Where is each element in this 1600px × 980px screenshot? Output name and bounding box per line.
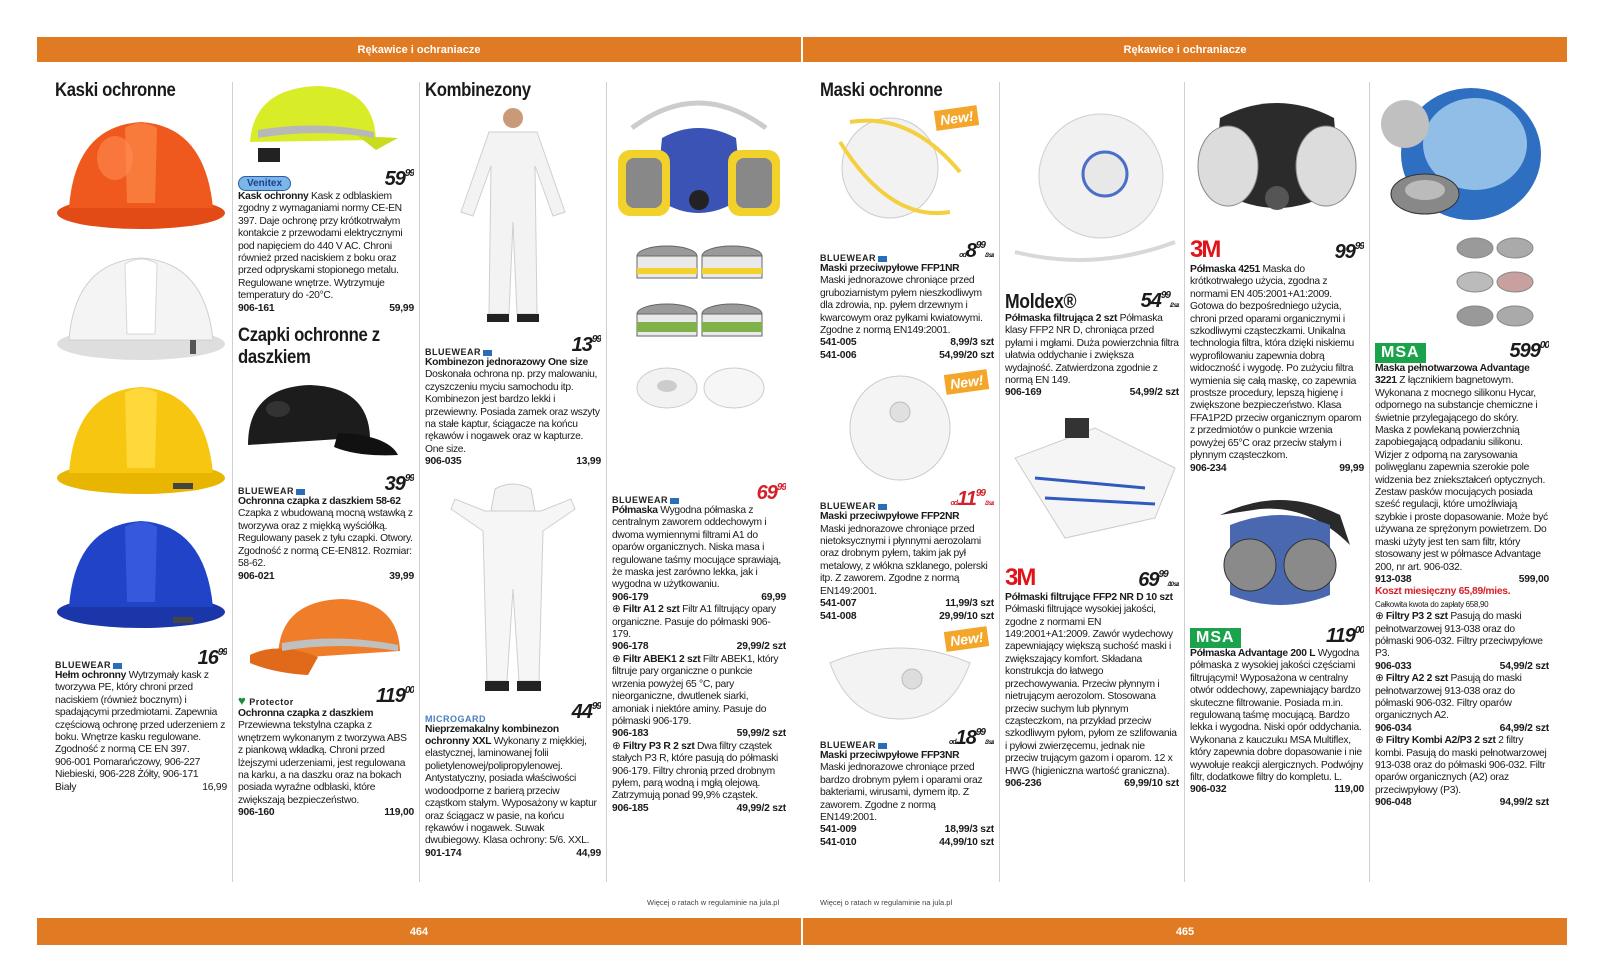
code-row-orange-cap: 906-160 119,00 xyxy=(238,807,414,819)
3m-4251-mask-image xyxy=(1190,88,1364,236)
new-badge: New! xyxy=(944,369,990,395)
column-filtering-masks xyxy=(1005,80,1179,890)
divider xyxy=(1184,82,1185,882)
brand-msa: MSA xyxy=(1190,628,1241,648)
product-desc-msa-200: Półmaska Advantage 200 L Wygodna półmaska z wysokiej jakości częściami filtrującymi! Wyposażona w centralny otwór oddechowy, zapewniający bardzo skuteczne filtrowanie. Posiada m.in. regulowaną taśmę mocującą. Bardzo lekka i wygodna. Niski opór oddychania. Wykonana z kauczuku MSA Multiflex, który zapewnia dobre dopasowanie i nie wywołuje reakcji alergicznych. Podwójny filtr, dodatkowe filtry do kompletu. L. xyxy=(1190,647,1364,783)
filters-set-image xyxy=(1375,234,1549,334)
variants-helmet: 906-001 Pomarańczowy, 906-227 Niebieski, 906-228 Żółty, 906-171 xyxy=(55,756,201,781)
brand-moldex: Moldex® xyxy=(1005,291,1077,313)
price-3m-ffp2: $69^{99}/10$ szt xyxy=(1138,568,1179,591)
code-row-filter-abek1: 906-183 59,99/2 szt xyxy=(612,728,786,740)
header-bar-left xyxy=(37,37,801,62)
header-title-left: Rękawice i ochraniacze xyxy=(357,43,481,56)
section-title-coveralls: Kombinezony xyxy=(425,80,531,101)
product-desc-half-mask: Półmaska Wygodna półmaska z centralnym zaworem oddechowym i dwoma wymiennymi filtrami A1 do oparów organicznych. Niska masa i regulowane taśmy mocujące sprawiają, że maska jest zarówno lekka, jak i wygodna w użytkowaniu. xyxy=(612,505,781,591)
code-row-full-face: 913-038 599,00 xyxy=(1375,573,1549,585)
waterproof-coverall-image xyxy=(425,479,601,701)
product-desc-filter-a1: ⊕ Filtr A1 2 szt Filtr A1 filtrujący opary organiczne. Pasuje do półmaski 906-179. xyxy=(612,604,776,641)
new-badge: New! xyxy=(934,105,980,131)
helmet-blue-image xyxy=(55,507,227,637)
filter-cartridges-image xyxy=(612,238,786,410)
brand-msa: MSA xyxy=(1375,343,1426,363)
price-waterproof-coverall: $44^{99}$ xyxy=(571,700,601,723)
plus-icon: ⊕ xyxy=(1375,673,1384,685)
price-half-mask: $69^{99}$ xyxy=(756,482,786,504)
new-badge: New! xyxy=(944,626,990,652)
price-full-face: $599^{00}$ xyxy=(1509,340,1549,362)
price-black-cap: $39^{99}$ xyxy=(384,473,414,496)
column-half-mask xyxy=(612,80,786,890)
helmet-yellow-image xyxy=(55,373,227,503)
disposable-coverall-image xyxy=(425,102,601,334)
footer-note-right: Więcej o ratach w regulaminie na jula.pl xyxy=(820,898,953,907)
column-caps xyxy=(238,80,414,890)
code-row-filter-kombi: 906-048 94,99/2 szt xyxy=(1375,797,1549,809)
price-ffp2: $od11^{99}/3$ szt xyxy=(950,488,994,511)
code-row-ffp2-b: 541-008 29,99/10 szt xyxy=(820,610,994,622)
product-desc-filter-a2: ⊕ Filtry A2 2 szt Pasują do maski pełnotwarzowej 913-038 oraz do półmaski 906-032. Filtry oparów organicznych A2. xyxy=(1375,673,1522,722)
brand-bluewear: BLUEWEAR xyxy=(55,660,122,670)
msa-advantage-200-image xyxy=(1190,485,1364,621)
header-bar-right xyxy=(803,37,1567,62)
brand-bluewear: BLUEWEAR xyxy=(238,486,305,496)
plus-icon: ⊕ xyxy=(612,604,621,616)
brand-venitex: Venitex xyxy=(238,176,291,191)
product-desc-filter-abek1: ⊕ Filtr ABEK1 2 szt Filtr ABEK1, który filtruje pary organiczne o punkcie wrzenia powyżej 65 °C, pary nieorganiczne, dwutlenek siarki, amoniak i niektóre aminy. Pasuje do półmaski 906-179. xyxy=(612,653,779,727)
plus-icon: ⊕ xyxy=(1375,735,1384,747)
total-cost: Całkowita kwota do zapłaty 658,90 xyxy=(1375,599,1489,609)
helmet-orange-image xyxy=(55,108,227,238)
product-desc-hi-vis-helmet: Kask ochronny Kask z odblaskiem zgodny z wymaganiami normy CE-EN 397. Daje ochronę przy krótkotrwałym kontakcie z przewodami elektrycznymi pod napięciem do 440 V AC. Chroni również przed naciskiem z boku oraz przed odpryskami stopionego metalu. Regulowane wnętrze. Wytrzymuje temperatury do -20°C. xyxy=(238,191,403,302)
plus-icon: ⊕ xyxy=(1375,611,1384,623)
code-row-hi-vis-helmet: 906-161 59,99 xyxy=(238,302,414,314)
brand-bluewear: BLUEWEAR xyxy=(820,740,887,750)
brand-bluewear: BLUEWEAR xyxy=(820,501,887,511)
code-row-3m-ffp2: 906-236 69,99/10 szt xyxy=(1005,777,1179,789)
code-row-ffp3-a: 541-009 18,99/3 szt xyxy=(820,824,994,836)
price-ffp3: $od18^{99}/3$ szt xyxy=(949,726,994,749)
brand-bluewear: BLUEWEAR xyxy=(612,495,679,505)
code-row-3m-4251: 906-234 99,99 xyxy=(1190,462,1364,474)
brand-3m: 3M xyxy=(1005,563,1035,591)
section-title-masks: Maski ochronne xyxy=(820,80,943,101)
product-desc-disposable-coverall: Kombinezon jednorazowy One size Doskonała ochrona np. przy malowaniu, czyszczeniu myciu samochodu itp. Kombinezon jest bardzo lekki i przewiewny. Posiada zamek oraz wszyty na stałe kaptur, ściągacze na końcu rękawów i nogawek oraz w kapturze. One size. xyxy=(425,357,600,455)
divider xyxy=(1369,82,1370,882)
divider xyxy=(999,82,1000,882)
product-desc-ffp2: Maski przeciwpyłowe FFP2NR Maski jednorazowe chroniące przed nietoksycznymi i płynnymi aerozolami oraz drobnym pyłem, takim jak pył metalowy, z włókna szklanego, polerski itp. Z zaworem. Zgodne z normą EN149:2001. xyxy=(820,511,988,597)
helmet-white-image xyxy=(55,244,227,369)
product-desc-full-face: Maska pełnotwarzowa Advantage 3221 Z łącznikiem bagnetowym. Wykonana z mocnego silikonu Hycar, odpornego na substancje chemiczne i świetnie przylegającego do skóry. Maska z powlekaną powierzchnią zapobiegającą odpadaniu silikonu. Wizjer z odporną na zarysowania poliwęglanu zapewnia szerokie pole widzenia bez zniekształceń optycznych. Zestaw pasków mocujących posiada sześć regulacji, które umożliwiają szybkie i proste dopasowanie. Może być używana ze sprężonym powietrzem. Do maski użyty jest ten sam filtr, który stosowany jest w półmasce Advantage 200, nr art. 906-032. xyxy=(1375,363,1548,573)
moldex-mask-image xyxy=(1005,102,1179,290)
code-row-black-cap: 906-021 39,99 xyxy=(238,570,414,582)
plus-icon: ⊕ xyxy=(612,653,621,665)
brand-microgard: MICROGARD xyxy=(425,713,486,724)
price-disposable-coverall: $13^{99}$ xyxy=(571,334,601,356)
column-helmets xyxy=(55,80,227,890)
price-moldex: $54^{99}/2$ szt xyxy=(1140,290,1179,312)
product-desc-ffp3: Maski przeciwpyłowe FFP3NR Maski jednorazowe chroniące przed bardzo drobnym pyłem i oparami oraz bakteriami, wirusami, dymem itp. Z zaworem. Zgodne z normą EN149:2001. xyxy=(820,749,983,823)
footer-bar-right xyxy=(803,918,1567,945)
code-row-waterproof-coverall: 901-174 44,99 xyxy=(425,847,601,859)
code-row-ffp2-a: 541-007 11,99/3 szt xyxy=(820,598,994,610)
code-row-disposable-coverall: 906-035 13,99 xyxy=(425,456,601,468)
black-cap-image xyxy=(238,373,414,473)
code-row-ffp3-b: 541-010 44,99/10 szt xyxy=(820,836,994,848)
code-row-half-mask: 906-179 69,99 xyxy=(612,591,786,603)
product-desc-3m-ffp2: Półmaski filtrujące FFP2 NR D 10 szt Półmaski filtrujące wysokiej jakości, zgodne z normami EN 149:2001+A1:2009. Zawór wydechowy zapewniający większą suchość maski i zwiększający komfort. Składana konstrukcja do łatwego przechowywania. Przeciw płynnym i nietrującym aerozolom. Stosowana przeciw suchym lub płynnym cząsteczkom, na przykład przeciw szkodliwym pyłom, pyłom ze szlifowania i pyłowi zwierzęcemu, jednak nie przeciw trującym gazom i oparom. 12 x HWG (higieniczna wartość graniczna). xyxy=(1005,591,1177,777)
product-desc-helmet: Hełm ochronny Wytrzymały kask z tworzywa PE, który chroni przed naciskiem (również bocznym) i spadającymi przedmiotami. Zapewnia częściową ochronę przed uderzeniem z boku. Wnętrze kasku regulowane. Zgodność z normą CE EN 397. xyxy=(55,670,226,756)
header-title-right: Rękawice i ochraniacze xyxy=(1123,43,1247,56)
price-msa-200: $119^{00}$ xyxy=(1325,624,1364,647)
product-desc-moldex: Półmaska filtrująca 2 szt Półmaska klasy FFP2 NR D, chroniąca przed pyłami i mgłami. Duża powierzchnia filtra ułatwia oddychanie i zwiększa wydajność. Zatwierdzona zgodnie z normą EN 149. xyxy=(1005,313,1179,387)
brand-bluewear: BLUEWEAR xyxy=(820,253,887,263)
footer-note-left: Więcej o ratach w regulaminie na jula.pl xyxy=(647,898,780,907)
code-row-filter-p3r: 906-185 49,99/2 szt xyxy=(612,802,786,814)
brand-protector: ♥ Protector xyxy=(238,692,294,708)
full-face-mask-image xyxy=(1375,84,1549,234)
column-coveralls xyxy=(425,80,601,890)
code-row-filter-a2: 906-034 64,99/2 szt xyxy=(1375,722,1549,734)
product-desc-filter-p3: ⊕ Filtry P3 2 szt Pasują do maski pełnotwarzowej 913-038 oraz do półmaski 906-032. Filtry przeciwpyłowe P3. xyxy=(1375,611,1543,660)
divider xyxy=(419,82,420,882)
price-ffp1: $od8^{99}/3$ szt xyxy=(959,240,994,262)
price-helmet: $16^{99}$ xyxy=(197,647,227,669)
product-desc-3m-4251: Półmaska 4251 Maska do krótkotrwałego użycia, zgodna z normami EN 405:2001+A1:2009. Gotowa do bezpośredniego użycia, chroni przed oparami organicznymi i szkodliwymi cząsteczkami. Unikalna technologia filtra, która dzięki niskiemu wyprofilowaniu zapewnia dobrą widoczność i wygodę. Po zużyciu filtra wymienia się całą maskę, co zapewnia prostsze procedury, lepszą higienę i zwiększone bezpieczeństwo. Klasa FFA1P2D przeciw organicznym oparom z przedmiotów o punkcie wrzenia powyżej 65°C oraz przeciw stałym i płynnym cząsteczkom. xyxy=(1190,264,1362,462)
price-3m-4251: $99^{99}$ xyxy=(1334,241,1364,263)
plus-icon: ⊕ xyxy=(612,740,621,752)
product-desc-filter-p3r: ⊕ Filtry P3 R 2 szt Dwa filtry cząstek stałych P3 R, które pasują do półmaski 906-179. Filtry chronią przed drobnym pyłem, parą wodną i mgłą olejową. Zatrzymują ponad 99,9% cząstek. xyxy=(612,740,779,802)
half-mask-image xyxy=(612,88,786,238)
folded-masks-image xyxy=(1005,408,1179,558)
code-row-moldex: 906-169 54,99/2 szt xyxy=(1005,387,1179,399)
code-row-helmet: Biały 16,99 xyxy=(55,781,227,793)
section-title-helmets: Kaski ochronne xyxy=(55,80,176,101)
section-title-caps: Czapki ochronne z daszkiem xyxy=(238,325,380,369)
product-desc-orange-cap: Ochronna czapka z daszkiem Przewiewna tekstylna czapka z wnętrzem wykonanym z tworzywa ABS z piankową wkładką. Chroni przed lżejszymi uderzeniami, jest regulowana na karku, a na daszku oraz na bokach posiada wyraźne odblaski, które zwiększają bezpieczeństwo. xyxy=(238,707,407,806)
brand-3m: 3M xyxy=(1190,236,1220,263)
product-desc-filter-kombi: ⊕ Filtry Kombi A2/P3 2 szt 2 filtry kombi. Pasują do maski pełnotwarzowej 913-038 oraz do półmaski 906-032. Filtr oparów organicznych (A2) oraz przeciwpyłowy (P3). xyxy=(1375,735,1547,796)
code-row-filter-a1: 906-178 29,99/2 szt xyxy=(612,641,786,653)
price-orange-cap: $119^{00}$ xyxy=(375,684,414,707)
product-desc-ffp1: Maski przeciwpyłowe FFP1NR Maski jednorazowe chroniące przed gruboziarnistym pyłem nieszkodliwym dla zdrowia, np. pyłem drzewnym i kwarcowym oraz pyłkami kwiatowymi. Zgodne z normą EN149:2001. xyxy=(820,263,983,337)
page-number-right: 465 xyxy=(1175,925,1195,938)
brand-bluewear: BLUEWEAR xyxy=(425,347,492,357)
heart-icon: ♥ xyxy=(238,692,247,708)
divider xyxy=(232,82,233,882)
column-dust-masks xyxy=(820,80,994,890)
footer-bar-left xyxy=(37,918,801,945)
code-row-msa-200: 906-032 119,00 xyxy=(1190,784,1364,796)
price-hi-vis-helmet: $59^{99}$ xyxy=(384,168,414,190)
hi-vis-helmet-image xyxy=(238,80,414,166)
code-row-ffp1-a: 541-005 8,99/3 szt xyxy=(820,337,994,349)
orange-cap-image xyxy=(238,589,414,685)
page-number-left: 464 xyxy=(409,925,429,938)
code-row-ffp1-b: 541-006 54,99/20 szt xyxy=(820,349,994,361)
product-desc-waterproof-coverall: Nieprzemakalny kombinezon ochronny XXL Wykonany z miękkiej, elastycznej, laminowanej folii polietylenowej/polipropylenowej. Antystatyczny, posiada właściwości wodoodporne z barierą przeciw cząstkom stałym. Wyposażony w kaptur oraz ściągacz w pasie, na końcu rękawów i nogawek. Suwak dwubiegowy. Klasa ochrony: 5/6. XXL. xyxy=(425,723,597,847)
product-desc-black-cap: Ochronna czapka z daszkiem 58-62 Czapka z wbudowaną mocną wstawką z tworzywa oraz z miękką wyściółką. Regulowany pasek z tyłu czapki. Otwory. Zgodność z normą CE-EN812. Rozmiar: 58-62. xyxy=(238,496,413,570)
column-half-masks-premium xyxy=(1190,80,1364,890)
column-full-face xyxy=(1375,80,1549,890)
monthly-cost: Koszt miesięczny 65,89/mies. xyxy=(1375,586,1511,598)
code-row-filter-p3: 906-033 54,99/2 szt xyxy=(1375,660,1549,672)
divider xyxy=(606,82,607,882)
